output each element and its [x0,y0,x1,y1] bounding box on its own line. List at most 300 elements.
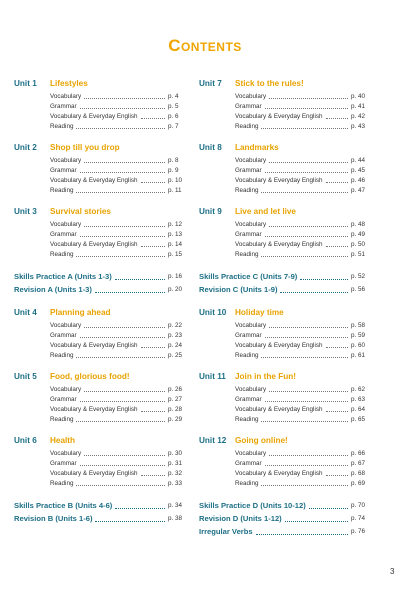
toc-row [14,448,190,458]
toc-row-page: p. 9 [168,166,179,174]
special-label: Skills Practice C (Units 7-9) [199,271,298,281]
toc-row [14,384,190,394]
toc-row-label: Vocabulary & Everyday English [50,240,138,248]
toc-row-label: Reading [235,415,259,423]
unit-title: Lifestyles [50,79,88,88]
dot-leader [269,386,348,392]
toc-row-page: p. 29 [168,415,183,423]
toc-row-label: Vocabulary & Everyday English [235,240,323,248]
special-heading [199,270,373,282]
toc-row [14,414,190,424]
toc-row [199,185,373,195]
dot-leader [76,187,165,193]
dot-leader [261,416,348,422]
toc-row-page: p. 59 [351,331,366,339]
dot-leader [76,352,165,358]
toc-row-label: Vocabulary & Everyday English [235,112,323,120]
special-section [199,512,373,524]
unit-number: Unit 9 [199,207,222,216]
dot-leader [269,322,348,328]
special-page: p. 52 [351,272,366,280]
toc-row-page: p. 10 [168,176,183,184]
dot-leader [280,286,348,293]
toc-row-label: Reading [50,122,74,130]
toc-row [199,478,373,488]
unit-heading [199,371,373,382]
toc-row [199,394,373,404]
toc-row-label: Vocabulary & Everyday English [235,469,323,477]
toc-row-label: Reading [235,122,259,130]
dot-leader [115,502,165,509]
unit-number: Unit 7 [199,79,222,88]
dot-leader [261,123,348,129]
toc-row-page: p. 32 [168,469,183,477]
unit-heading [14,142,190,153]
special-heading [14,512,190,524]
dot-leader [326,177,348,183]
page-title: Contents [168,36,242,55]
toc-row-label: Vocabulary [235,321,267,329]
dot-leader [115,273,165,280]
toc-row-page: p. 69 [351,479,366,487]
toc-row-label: Reading [50,250,74,258]
toc-row-page: p. 27 [168,395,183,403]
toc-row-page: p. 6 [168,112,179,120]
special-page: p. 56 [351,285,366,293]
toc-row [14,175,190,185]
dot-leader [80,231,165,237]
toc-row-label: Grammar [50,459,77,467]
toc-row-page: p. 45 [351,166,366,174]
dot-leader [76,416,165,422]
toc-row-label: Vocabulary & Everyday English [235,341,323,349]
toc-row-label: Vocabulary [50,385,82,393]
special-section [199,283,373,307]
toc-row [14,468,190,478]
unit-heading [199,206,373,217]
toc-row-page: p. 5 [168,102,179,110]
toc-row [199,111,373,121]
spacer [199,195,373,206]
dot-leader [269,157,348,163]
unit-title: Live and let live [235,207,296,216]
toc-row-page: p. 65 [351,415,366,423]
toc-row-page: p. 15 [168,250,183,258]
toc-row-page: p. 60 [351,341,366,349]
toc-row [199,340,373,350]
dot-leader [269,93,348,99]
dot-leader [141,406,165,412]
dot-leader [80,103,165,109]
toc-row [14,101,190,111]
special-heading [199,283,373,295]
special-heading [199,525,373,537]
unit-title: Going online! [235,436,288,445]
unit-heading [14,371,190,382]
special-section [199,525,373,537]
toc-row-label: Vocabulary & Everyday English [235,176,323,184]
toc-row-page: p. 43 [351,122,366,130]
unit-heading [14,206,190,217]
toc-row-page: p. 8 [168,156,179,164]
dot-leader [80,332,165,338]
unit-section [199,371,373,435]
special-page: p. 34 [168,501,183,509]
special-heading [14,283,190,295]
dot-leader [326,342,348,348]
toc-row [199,101,373,111]
special-section [14,512,190,524]
toc-row [199,468,373,478]
unit-heading [14,435,190,446]
toc-row [199,350,373,360]
unit-heading [14,78,190,89]
special-label: Irregular Verbs [199,526,253,536]
toc-row [199,121,373,131]
dot-leader [265,332,348,338]
unit-title: Survival stories [50,207,111,216]
dot-leader [95,515,165,522]
toc-row-page: p. 12 [168,220,183,228]
contents-right-column [199,78,373,538]
special-section [14,283,190,307]
special-heading [199,499,373,511]
toc-row [14,165,190,175]
spacer [14,296,190,307]
unit-title: Holiday time [235,308,284,317]
special-section [14,270,190,282]
dot-leader [141,113,165,119]
toc-row-page: p. 50 [351,240,366,248]
dot-leader [265,460,348,466]
unit-title: Food, glorious food! [50,372,130,381]
toc-row-page: p. 58 [351,321,366,329]
unit-section [14,206,190,270]
spacer [199,131,373,142]
unit-section [14,142,190,206]
spacer [14,424,190,435]
toc-row-label: Grammar [235,459,262,467]
unit-number: Unit 11 [199,372,226,381]
dot-leader [309,502,348,509]
toc-row [199,320,373,330]
toc-row-label: Vocabulary & Everyday English [50,469,138,477]
toc-row-page: p. 13 [168,230,183,238]
toc-row [199,458,373,468]
unit-title: Health [50,436,76,445]
spacer [199,488,373,499]
toc-row-label: Vocabulary [235,156,267,164]
toc-row-page: p. 26 [168,385,183,393]
spacer [199,424,373,435]
toc-row-label: Grammar [50,331,77,339]
toc-row [14,478,190,488]
toc-row-label: Reading [50,186,74,194]
special-label: Revision C (Units 1-9) [199,284,278,294]
dot-leader [141,470,165,476]
toc-row [14,320,190,330]
toc-row-label: Reading [50,479,74,487]
toc-row [199,239,373,249]
toc-row-label: Vocabulary & Everyday English [235,405,323,413]
toc-row-label: Vocabulary [235,385,267,393]
toc-row-label: Reading [235,479,259,487]
toc-row-label: Vocabulary [50,220,82,228]
special-heading [14,499,190,511]
toc-row [14,404,190,414]
unit-number: Unit 1 [14,79,37,88]
toc-row-label: Reading [50,351,74,359]
dot-leader [76,123,165,129]
dot-leader [326,113,348,119]
toc-row [199,249,373,259]
dot-leader [84,221,165,227]
dot-leader [269,221,348,227]
toc-row-label: Vocabulary [235,220,267,228]
dot-leader [326,470,348,476]
unit-title: Join in the Fun! [235,372,296,381]
toc-row [199,155,373,165]
unit-number: Unit 4 [14,308,37,317]
special-label: Skills Practice D (Units 10-12) [199,500,306,510]
dot-leader [261,187,348,193]
page-number: 3 [390,567,395,576]
unit-number: Unit 10 [199,308,227,317]
toc-row-label: Grammar [50,102,77,110]
toc-row-label: Vocabulary & Everyday English [50,176,138,184]
toc-row [199,91,373,101]
unit-number: Unit 8 [199,143,222,152]
dot-leader [84,93,165,99]
toc-row-page: p. 41 [351,102,366,110]
toc-row-page: p. 51 [351,250,366,258]
toc-row-page: p. 30 [168,449,183,457]
unit-number: Unit 2 [14,143,37,152]
toc-row-page: p. 63 [351,395,366,403]
special-label: Revision B (Units 1-6) [14,513,93,523]
toc-row [14,229,190,239]
toc-row-page: p. 49 [351,230,366,238]
toc-row [14,91,190,101]
toc-row [199,404,373,414]
toc-row [14,239,190,249]
unit-section [14,435,190,499]
unit-title: Planning ahead [50,308,111,317]
toc-row-label: Grammar [235,395,262,403]
toc-row [14,185,190,195]
toc-row-page: p. 66 [351,449,366,457]
special-page: p. 38 [168,514,183,522]
special-section [199,270,373,282]
toc-row-label: Grammar [50,230,77,238]
dot-leader [141,177,165,183]
special-heading [199,512,373,524]
toc-row [14,330,190,340]
unit-heading [14,307,190,318]
dot-leader [80,167,165,173]
toc-row [199,414,373,424]
dot-leader [265,103,348,109]
toc-row-page: p. 62 [351,385,366,393]
unit-section [199,307,373,371]
unit-section [14,371,190,435]
unit-heading [199,307,373,318]
toc-row-label: Vocabulary [50,321,82,329]
special-page: p. 20 [168,285,183,293]
toc-row-page: p. 47 [351,186,366,194]
special-page: p. 70 [351,501,366,509]
toc-row [199,448,373,458]
dot-leader [285,515,348,522]
toc-row-page: p. 48 [351,220,366,228]
toc-row-page: p. 40 [351,92,366,100]
toc-row-page: p. 67 [351,459,366,467]
toc-row-page: p. 25 [168,351,183,359]
toc-row [14,111,190,121]
dot-leader [326,406,348,412]
spacer [14,195,190,206]
dot-leader [76,251,165,257]
special-label: Revision A (Units 1-3) [14,284,92,294]
toc-row-label: Reading [235,351,259,359]
spacer [14,360,190,371]
toc-row-label: Reading [50,415,74,423]
toc-row [14,155,190,165]
toc-row-page: p. 44 [351,156,366,164]
toc-row [14,394,190,404]
dot-leader [326,241,348,247]
unit-section [199,78,373,142]
toc-row-label: Grammar [235,331,262,339]
dot-leader [265,231,348,237]
unit-section [199,142,373,206]
unit-number: Unit 3 [14,207,37,216]
toc-row [14,350,190,360]
dot-leader [300,273,348,280]
toc-row-page: p. 22 [168,321,183,329]
toc-row-page: p. 4 [168,92,179,100]
unit-heading [199,78,373,89]
unit-section [199,435,373,499]
toc-row [199,175,373,185]
dot-leader [76,480,165,486]
unit-section [199,206,373,270]
toc-row-label: Vocabulary & Everyday English [50,112,138,120]
dot-leader [265,396,348,402]
special-heading [14,270,190,282]
dot-leader [256,528,348,535]
toc-row-page: p. 64 [351,405,366,413]
toc-row-label: Vocabulary [235,92,267,100]
spacer [14,131,190,142]
toc-row-label: Grammar [235,102,262,110]
dot-leader [84,157,165,163]
toc-row-label: Reading [235,186,259,194]
toc-row-page: p. 33 [168,479,183,487]
dot-leader [269,450,348,456]
toc-row-label: Vocabulary [50,449,82,457]
unit-heading [199,142,373,153]
toc-row [14,249,190,259]
toc-row-label: Grammar [50,395,77,403]
dot-leader [80,460,165,466]
dot-leader [141,342,165,348]
toc-row [199,330,373,340]
toc-row [199,165,373,175]
dot-leader [95,286,165,293]
toc-row [199,384,373,394]
unit-title: Shop till you drop [50,143,120,152]
toc-row-page: p. 46 [351,176,366,184]
toc-row-page: p. 61 [351,351,366,359]
special-page: p. 74 [351,514,366,522]
special-label: Skills Practice B (Units 4-6) [14,500,113,510]
toc-row-page: p. 24 [168,341,183,349]
toc-row [199,219,373,229]
toc-row-label: Reading [235,250,259,258]
toc-row-label: Vocabulary & Everyday English [50,341,138,349]
unit-number: Unit 5 [14,372,37,381]
toc-row-label: Vocabulary [50,92,82,100]
special-label: Skills Practice A (Units 1-3) [14,271,112,281]
unit-section [14,78,190,142]
dot-leader [141,241,165,247]
toc-row-label: Vocabulary & Everyday English [50,405,138,413]
toc-row-page: p. 42 [351,112,366,120]
special-page: p. 76 [351,527,366,535]
dot-leader [261,352,348,358]
toc-row [199,229,373,239]
toc-row [14,340,190,350]
toc-row-label: Vocabulary [50,156,82,164]
spacer [199,259,373,270]
toc-row [14,458,190,468]
toc-row-page: p. 28 [168,405,183,413]
toc-row-label: Grammar [235,230,262,238]
unit-title: Landmarks [235,143,279,152]
unit-number: Unit 6 [14,436,37,445]
dot-leader [84,386,165,392]
spacer [14,488,190,499]
unit-heading [199,435,373,446]
dot-leader [80,396,165,402]
dot-leader [261,480,348,486]
toc-row [14,219,190,229]
toc-row-page: p. 7 [168,122,179,130]
dot-leader [84,322,165,328]
dot-leader [84,450,165,456]
special-label: Revision D (Units 1-12) [199,513,282,523]
unit-section [14,307,190,371]
dot-leader [265,167,348,173]
spacer [199,296,373,307]
dot-leader [261,251,348,257]
toc-row-page: p. 14 [168,240,183,248]
contents-left-column [14,78,190,525]
special-page: p. 16 [168,272,183,280]
toc-row [14,121,190,131]
unit-title: Stick to the rules! [235,79,304,88]
toc-row-page: p. 31 [168,459,183,467]
toc-row-label: Grammar [50,166,77,174]
toc-row-page: p. 68 [351,469,366,477]
toc-row-page: p. 11 [168,186,182,194]
special-section [14,499,190,511]
special-section [199,499,373,511]
unit-number: Unit 12 [199,436,227,445]
toc-row-label: Grammar [235,166,262,174]
toc-row-page: p. 23 [168,331,183,339]
